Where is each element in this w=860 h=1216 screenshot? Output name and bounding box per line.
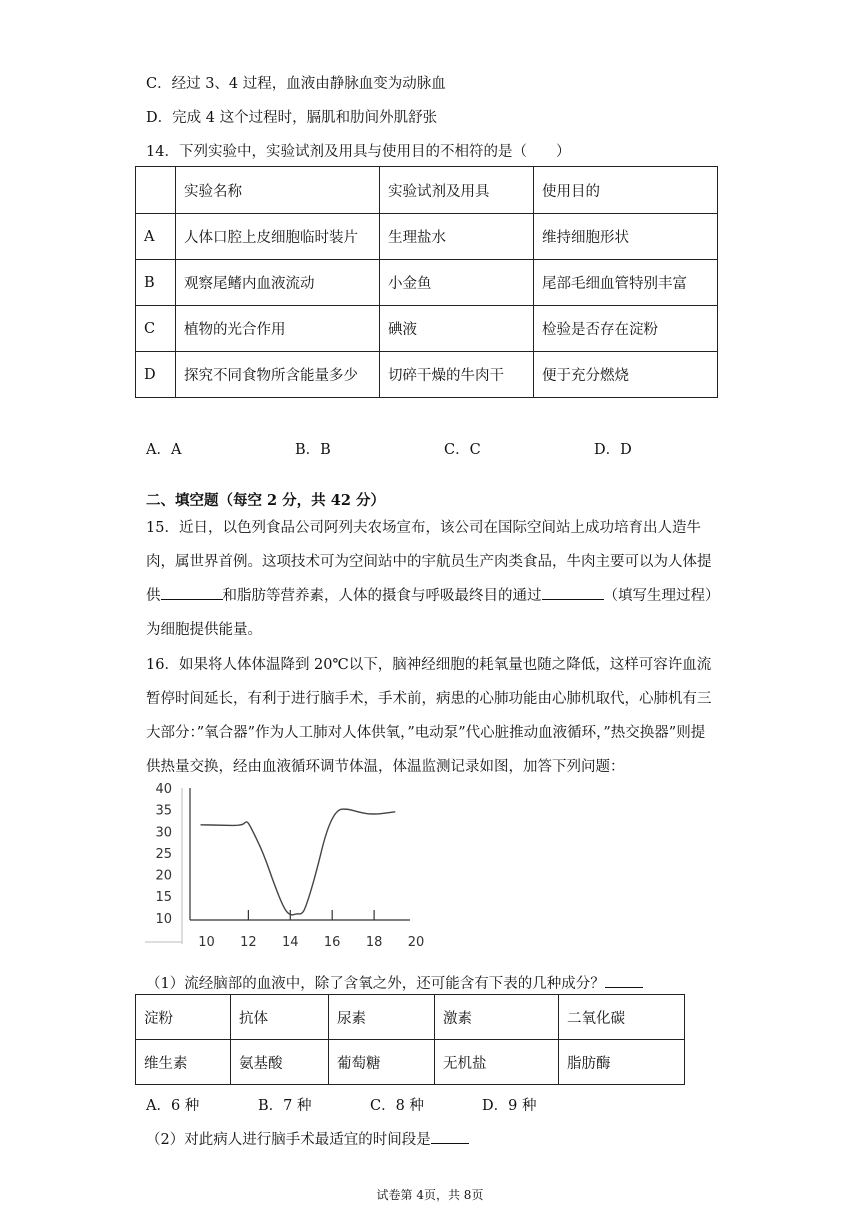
table-cell: 检验是否存在淀粉 [534, 306, 718, 352]
y-tick-label: 25 [155, 846, 172, 862]
option-d: D．9 种 [482, 1098, 537, 1114]
question-14: 14．下列实验中，实验试剂及用具与使用目的不相符的是（ ） [146, 144, 571, 160]
option-c: C．C [444, 442, 481, 458]
option-a: A．A [146, 442, 182, 458]
table-cell: 小金鱼 [380, 260, 534, 306]
x-tick-label: 20 [407, 935, 425, 950]
table-cell: 生理盐水 [380, 214, 534, 260]
table-row [136, 352, 718, 398]
q15-text-1: 15．近日，以色列食品公司阿列夫农场宣布，该公司在国际空间站上成功培育出人造牛肉，属世界首例。这项技术可为空间站中的宇航员生产肉类食品，牛肉主要可以为人体提供 [146, 520, 712, 604]
y-tick-label: 35 [155, 803, 172, 819]
table-cell: 淀粉 [136, 995, 231, 1040]
table-cell: 观察尾鳍内血液流动 [176, 260, 380, 306]
table-cell: 脂肪酶 [559, 1040, 685, 1085]
y-tick-label: 20 [155, 868, 172, 884]
option-b: B．B [295, 442, 331, 458]
table-cell: 二氧化碳 [559, 995, 685, 1040]
table-cell: 便于充分燃烧 [534, 352, 718, 398]
table-cell: D [136, 352, 176, 398]
options-q14 [146, 438, 632, 459]
table-row [136, 1040, 685, 1085]
q16-1-text: （1）流经脑部的血液中，除了含氧之外，还可能含有下表的几种成分？ [146, 976, 605, 992]
table-cell: 切碎干燥的牛肉干 [380, 352, 534, 398]
table-cell: 实验名称 [176, 167, 380, 214]
table-cell: 碘液 [380, 306, 534, 352]
y-tick-label: 15 [155, 890, 172, 906]
x-tick-label: 10 [198, 935, 215, 950]
table-cell: C [136, 306, 176, 352]
table-cell: 葡萄糖 [329, 1040, 435, 1085]
table-cell: 无机盐 [435, 1040, 559, 1085]
option-a: A．6 种 [146, 1098, 200, 1114]
table-cell: 尾部毛细血管特别丰富 [534, 260, 718, 306]
question-16-1 [146, 972, 643, 993]
answer-blank[interactable] [161, 585, 223, 600]
experiment-table [135, 166, 718, 398]
answer-blank[interactable] [542, 585, 604, 600]
table-cell: 氨基酸 [231, 1040, 329, 1085]
table-row [136, 306, 718, 352]
question-16: 16．如果将人体体温降到 20℃以下，脑神经细胞的耗氧量也随之降低，这样可容许血流暂停时间延长，有利于进行脑手术，手术前，病患的心肺功能由心肺机取代，心肺机有三大部分：”氧合器”作为人工肺对人体供氧，”电动泵”代心脏推动血液循环，”热交换器”则提供热量交换，经由血液循环调节体温，体温监测记录如图，加答下列问题： [146, 657, 712, 775]
table-cell: 激素 [435, 995, 559, 1040]
options-q16-1 [146, 1094, 536, 1115]
table-header-row [136, 167, 718, 214]
x-tick-label: 14 [282, 935, 299, 950]
y-tick-label: 10 [155, 911, 172, 927]
table-cell: A [136, 214, 176, 260]
question-16-2 [146, 1128, 469, 1149]
table-cell: 尿素 [329, 995, 435, 1040]
answer-blank[interactable] [431, 1129, 469, 1144]
table-cell: 维生素 [136, 1040, 231, 1085]
x-tick-label: 16 [323, 935, 341, 950]
table-row [136, 995, 685, 1040]
option-c-q13: C．经过 3、4 过程，血液由静脉血变为动脉血 [146, 76, 446, 92]
q16-2-text: （2）对此病人进行脑手术最适宜的时间段是 [146, 1132, 431, 1148]
q15-text-2: 和脂肪等营养素，人体的摄食与呼吸最终目的通过 [222, 588, 542, 604]
answer-blank[interactable] [605, 973, 643, 988]
table-cell: 实验试剂及用具 [380, 167, 534, 214]
table-cell: B [136, 260, 176, 306]
option-d: D．D [594, 442, 632, 458]
section-heading: 二、填空题（每空 2 分，共 42 分） [146, 492, 385, 509]
temperature-series-line [201, 809, 396, 915]
question-15 [146, 511, 716, 647]
table-cell: 维持细胞形状 [534, 214, 718, 260]
page-footer: 试卷第 4页，共 8页 [376, 1188, 484, 1202]
table-cell: 探究不同食物所含能量多少 [176, 352, 380, 398]
table-row [136, 260, 718, 306]
temperature-chart [140, 780, 430, 960]
table-cell: 人体口腔上皮细胞临时装片 [176, 214, 380, 260]
table-cell: 抗体 [231, 995, 329, 1040]
table-cell: 植物的光合作用 [176, 306, 380, 352]
y-tick-label: 40 [155, 782, 172, 797]
x-tick-label: 12 [240, 935, 257, 950]
y-tick-label: 30 [155, 825, 172, 841]
blood-components-table [135, 994, 685, 1085]
table-cell: 使用目的 [534, 167, 718, 214]
q15-text-3: （填写生理过程）为细胞提供能量。 [146, 588, 713, 638]
option-b: B．7 种 [258, 1098, 312, 1114]
option-c: C．8 种 [370, 1098, 424, 1114]
table-cell [136, 167, 176, 214]
option-d-q13: D．完成 4 这个过程时，膈肌和肋间外肌舒张 [146, 110, 438, 126]
x-tick-label: 18 [365, 935, 383, 950]
table-row [136, 214, 718, 260]
